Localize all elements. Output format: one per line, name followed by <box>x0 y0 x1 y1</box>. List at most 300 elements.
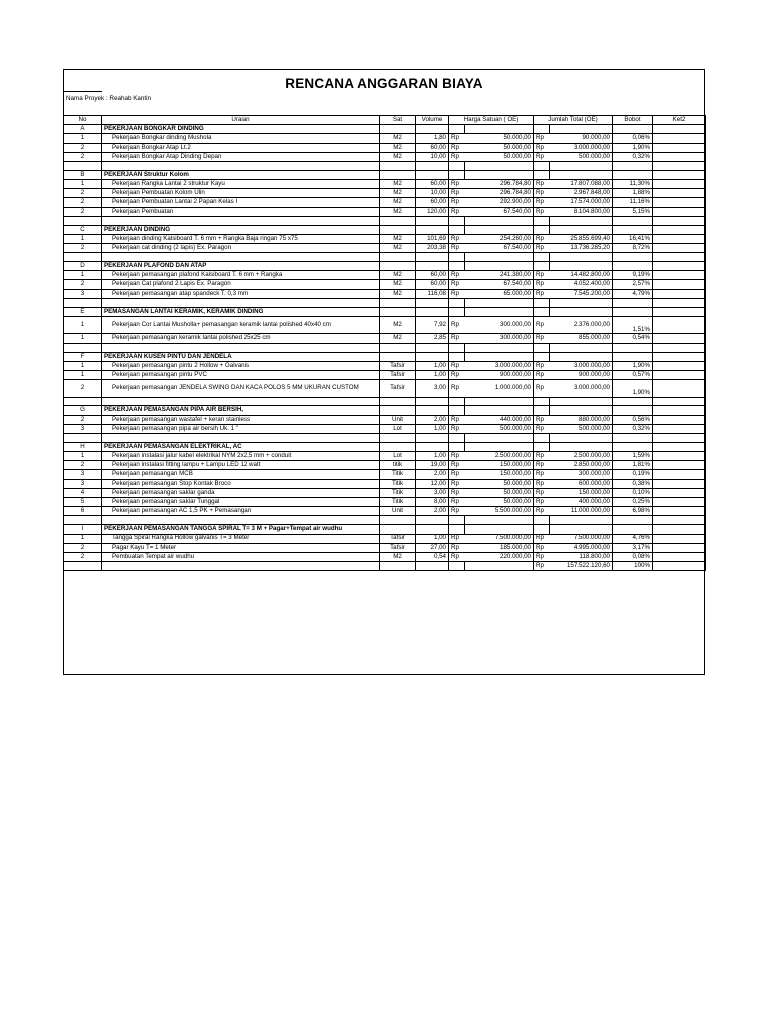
unit-price: 2.500.000,00 <box>465 452 534 461</box>
item-description-text: Pekerjaan Bongkar dinding Mushola <box>112 134 212 142</box>
item-ket2 <box>653 543 706 552</box>
empty-cell <box>380 307 416 316</box>
empty-cell <box>534 434 550 443</box>
total-price: 855.000,00 <box>550 334 613 343</box>
empty-cell <box>465 516 534 525</box>
item-no: 1 <box>64 334 102 343</box>
item-description <box>102 552 380 561</box>
total-currency: Rp <box>534 152 550 161</box>
item-description <box>102 452 380 461</box>
empty-cell <box>653 125 706 134</box>
empty-cell <box>465 307 534 316</box>
empty-cell <box>550 516 613 525</box>
item-volume: 60,00 <box>416 198 449 207</box>
empty-cell <box>449 434 465 443</box>
item-bobot: 5,15% <box>613 207 653 216</box>
empty-cell <box>465 298 534 307</box>
item-unit: M2 <box>380 198 416 207</box>
total-price: 7.500.000,00 <box>550 534 613 543</box>
empty-cell <box>550 307 613 316</box>
item-bobot: 1,51% <box>613 316 653 334</box>
item-no: 2 <box>64 380 102 398</box>
empty-cell <box>653 307 706 316</box>
item-unit: M2 <box>380 289 416 298</box>
empty-cell <box>550 161 613 170</box>
unit-price-currency: Rp <box>449 280 465 289</box>
blank-row <box>64 516 706 525</box>
section-row <box>64 170 706 179</box>
empty-cell <box>534 262 550 271</box>
item-ket2 <box>653 180 706 189</box>
total-currency: Rp <box>534 361 550 370</box>
unit-price-currency: Rp <box>449 134 465 143</box>
empty-cell <box>550 352 613 361</box>
item-description <box>102 424 380 433</box>
item-description-text: Pekerjaan Pembuatan Lantai 2 Papan Kelas I <box>112 198 238 206</box>
empty-cell <box>465 216 534 225</box>
unit-price: 500.000,00 <box>465 424 534 433</box>
item-ket2 <box>653 452 706 461</box>
item-ket2 <box>653 207 706 216</box>
item-bobot: 0,54% <box>613 334 653 343</box>
empty-cell <box>64 161 102 170</box>
total-price: 7.545.200,00 <box>550 289 613 298</box>
unit-price-currency: Rp <box>449 507 465 516</box>
empty-cell <box>416 253 449 262</box>
unit-price: 50.000,00 <box>465 498 534 507</box>
unit-price-currency: Rp <box>449 271 465 280</box>
total-currency: Rp <box>534 334 550 343</box>
unit-price-currency: Rp <box>449 289 465 298</box>
empty-cell <box>465 525 534 534</box>
total-currency: Rp <box>534 507 550 516</box>
empty-cell <box>449 262 465 271</box>
item-ket2 <box>653 507 706 516</box>
item-description-text: Pekerjaan cat dinding (2 lapis) Ex. Paragon <box>112 244 232 252</box>
total-price: 25.855.699,40 <box>550 234 613 243</box>
empty-cell <box>653 253 706 262</box>
item-description-text: Pekerjaan Cat plafond 2 Lapis Ex. Paragon <box>112 280 231 288</box>
total-currency: Rp <box>534 543 550 552</box>
empty-cell <box>613 442 653 451</box>
empty-cell <box>102 343 380 352</box>
item-volume: 8,00 <box>416 498 449 507</box>
total-currency: Rp <box>534 552 550 561</box>
empty-cell <box>380 253 416 262</box>
item-ket2 <box>653 152 706 161</box>
item-bobot: 1,88% <box>613 189 653 198</box>
unit-price-currency: Rp <box>449 234 465 243</box>
table-row <box>64 543 706 552</box>
item-description-text: Tangga Spiral Rangka Hollow galvanis T= 3 Meter <box>112 534 250 542</box>
total-currency: Rp <box>534 479 550 488</box>
item-description <box>102 189 380 198</box>
item-bobot: 0,08% <box>613 552 653 561</box>
item-no: 2 <box>64 198 102 207</box>
empty-cell <box>465 343 534 352</box>
unit-price: 65.000,00 <box>465 289 534 298</box>
item-unit: M2 <box>380 280 416 289</box>
section-code: D <box>64 262 102 271</box>
item-volume: 116,08 <box>416 289 449 298</box>
item-bobot: 9,19% <box>613 271 653 280</box>
unit-price: 67.540,00 <box>465 280 534 289</box>
item-bobot: 0,32% <box>613 424 653 433</box>
empty-cell <box>550 343 613 352</box>
empty-cell <box>64 516 102 525</box>
unit-price-currency: Rp <box>449 543 465 552</box>
item-description-text: Pekerjaan pemasangan MCB <box>112 470 193 478</box>
unit-price-currency: Rp <box>449 152 465 161</box>
item-no: 3 <box>64 479 102 488</box>
item-ket2 <box>653 361 706 370</box>
section-title: PEKERJAAN PEMASANGAN ELEKTRIKAL, AC <box>102 442 380 451</box>
total-price: 11.000.000,00 <box>550 507 613 516</box>
item-unit: M2 <box>380 152 416 161</box>
item-description <box>102 271 380 280</box>
item-bobot: 1,90% <box>613 361 653 370</box>
table-row <box>64 488 706 497</box>
item-ket2 <box>653 370 706 379</box>
total-currency: Rp <box>534 180 550 189</box>
empty-cell <box>380 343 416 352</box>
empty-cell <box>380 216 416 225</box>
empty-cell <box>64 343 102 352</box>
item-volume: 1,00 <box>416 361 449 370</box>
empty-cell <box>534 516 550 525</box>
total-price: 2.850.000,00 <box>550 461 613 470</box>
empty-cell <box>416 406 449 415</box>
item-no: 1 <box>64 370 102 379</box>
empty-cell <box>653 216 706 225</box>
header-uraian: Uraian <box>102 116 380 125</box>
table-row <box>64 498 706 507</box>
item-ket2 <box>653 244 706 253</box>
empty-cell <box>64 397 102 406</box>
item-volume: 27,00 <box>416 543 449 552</box>
empty-cell <box>613 298 653 307</box>
item-no: 1 <box>64 361 102 370</box>
unit-price-currency: Rp <box>449 479 465 488</box>
item-description <box>102 479 380 488</box>
project-rule <box>64 91 102 92</box>
unit-price-currency: Rp <box>449 316 465 334</box>
item-description-text: Pekerjaan pemasangan Stop Kontak Broco <box>112 479 231 487</box>
empty-cell <box>613 253 653 262</box>
item-description <box>102 180 380 189</box>
total-currency: Rp <box>534 415 550 424</box>
item-description-text: Pembuatan Tempat air wudhu <box>112 552 195 560</box>
empty-cell <box>465 161 534 170</box>
empty-cell <box>534 525 550 534</box>
item-volume: 2,00 <box>416 470 449 479</box>
item-no: 3 <box>64 289 102 298</box>
empty-cell <box>102 253 380 262</box>
item-bobot: 16,41% <box>613 234 653 243</box>
blank-row <box>64 253 706 262</box>
empty-cell <box>449 397 465 406</box>
unit-price-currency: Rp <box>449 207 465 216</box>
empty-cell <box>653 434 706 443</box>
empty-cell <box>550 170 613 179</box>
section-title: PEMASANGAN LANTAI KERAMIK, KERAMIK DINDING <box>102 307 380 316</box>
item-unit: M2 <box>380 207 416 216</box>
item-ket2 <box>653 198 706 207</box>
item-ket2 <box>653 424 706 433</box>
empty-cell <box>449 225 465 234</box>
empty-cell <box>653 298 706 307</box>
empty-cell <box>534 225 550 234</box>
unit-price: 50.000,00 <box>465 143 534 152</box>
item-description-text: Pekerjaan pemasangan saklar Tunggal <box>112 498 220 506</box>
empty-cell <box>380 170 416 179</box>
section-title: PEKERJAAN DINDING <box>102 225 380 234</box>
table-row <box>64 415 706 424</box>
empty-cell <box>550 434 613 443</box>
unit-price: 300.000,00 <box>465 334 534 343</box>
item-description-text: Pekerjaan pemasangan JENDELA SWING DAN KACA POLOS 5 MM UKURAN CUSTOM <box>112 384 359 392</box>
total-price: 3.000.000,00 <box>550 380 613 398</box>
total-currency: Rp <box>534 234 550 243</box>
empty-cell <box>465 434 534 443</box>
item-bobot: 1,81% <box>613 461 653 470</box>
total-currency: Rp <box>534 534 550 543</box>
section-code: A <box>64 125 102 134</box>
section-code: I <box>64 525 102 534</box>
table-row <box>64 234 706 243</box>
item-no: 3 <box>64 470 102 479</box>
total-currency: Rp <box>534 134 550 143</box>
empty-cell <box>416 262 449 271</box>
empty-cell <box>613 343 653 352</box>
unit-price: 1.000.000,00 <box>465 380 534 398</box>
item-unit: M2 <box>380 244 416 253</box>
item-description-text: Pekerjaan pemasangan plafond Kalsiboard T. 6 mm + Rangka <box>112 271 283 279</box>
item-ket2 <box>653 280 706 289</box>
section-row <box>64 525 706 534</box>
item-description <box>102 143 380 152</box>
item-unit: Titik <box>380 470 416 479</box>
item-unit: Titik <box>380 479 416 488</box>
empty-cell <box>449 442 465 451</box>
empty-cell <box>380 525 416 534</box>
empty-cell <box>465 406 534 415</box>
total-currency: Rp <box>534 562 550 571</box>
empty-cell <box>613 225 653 234</box>
section-row <box>64 225 706 234</box>
total-currency: Rp <box>534 470 550 479</box>
unit-price-currency: Rp <box>449 424 465 433</box>
empty-cell <box>416 562 449 571</box>
unit-price-currency: Rp <box>449 461 465 470</box>
item-volume: 2,85 <box>416 334 449 343</box>
unit-price: 50.000,00 <box>465 134 534 143</box>
empty-cell <box>653 562 706 571</box>
item-volume: 7,92 <box>416 316 449 334</box>
item-unit: M2 <box>380 552 416 561</box>
empty-cell <box>416 442 449 451</box>
header-bobot: Bobot <box>613 116 653 125</box>
empty-cell <box>653 442 706 451</box>
total-currency: Rp <box>534 289 550 298</box>
table-row <box>64 143 706 152</box>
empty-cell <box>416 525 449 534</box>
unit-price: 440.000,00 <box>465 415 534 424</box>
header-jumlah-total: Jumlah Total (OE) <box>534 116 613 125</box>
empty-cell <box>550 262 613 271</box>
total-price: 90.000,00 <box>550 134 613 143</box>
item-no: 1 <box>64 452 102 461</box>
item-description <box>102 370 380 379</box>
table-row <box>64 507 706 516</box>
table-row <box>64 271 706 280</box>
item-description-text: Pekerjaan pemasangan AC 1,5 PK + Pemasangan <box>112 507 252 515</box>
item-description <box>102 534 380 543</box>
blank-row <box>64 298 706 307</box>
item-ket2 <box>653 289 706 298</box>
section-row <box>64 307 706 316</box>
unit-price: 67.540,00 <box>465 207 534 216</box>
item-volume: 3,00 <box>416 380 449 398</box>
item-description <box>102 334 380 343</box>
item-description <box>102 507 380 516</box>
item-ket2 <box>653 380 706 398</box>
empty-cell <box>416 516 449 525</box>
table-row <box>64 189 706 198</box>
unit-price-currency: Rp <box>449 552 465 561</box>
section-row <box>64 352 706 361</box>
item-volume: 60,00 <box>416 143 449 152</box>
total-price: 150.000,00 <box>550 488 613 497</box>
item-volume: 10,00 <box>416 189 449 198</box>
item-unit: M2 <box>380 143 416 152</box>
unit-price-currency: Rp <box>449 143 465 152</box>
item-description <box>102 415 380 424</box>
total-row <box>64 562 706 571</box>
empty-cell <box>534 170 550 179</box>
section-code: H <box>64 442 102 451</box>
header-ket2: Ket2 <box>653 116 706 125</box>
item-volume: 3,00 <box>416 488 449 497</box>
item-description-text: Pekerjaan Pembuatan <box>112 207 174 215</box>
unit-price: 300.000,00 <box>465 316 534 334</box>
empty-cell <box>380 562 416 571</box>
empty-cell <box>380 406 416 415</box>
empty-cell <box>64 216 102 225</box>
total-price: 4.995.000,00 <box>550 543 613 552</box>
table-row <box>64 334 706 343</box>
empty-cell <box>102 434 380 443</box>
blank-row <box>64 161 706 170</box>
empty-cell <box>534 125 550 134</box>
empty-cell <box>534 343 550 352</box>
empty-cell <box>380 161 416 170</box>
item-ket2 <box>653 134 706 143</box>
empty-cell <box>449 253 465 262</box>
unit-price: 241.380,00 <box>465 271 534 280</box>
total-currency: Rp <box>534 280 550 289</box>
empty-cell <box>653 516 706 525</box>
section-title: PEKERJAAN KUSEN PINTU DAN JENDELA <box>102 352 380 361</box>
empty-cell <box>465 225 534 234</box>
budget-table-body <box>64 116 706 571</box>
item-bobot: 3,17% <box>613 543 653 552</box>
item-ket2 <box>653 498 706 507</box>
empty-cell <box>380 225 416 234</box>
item-bobot: 0,38% <box>613 479 653 488</box>
empty-cell <box>613 125 653 134</box>
item-description-text: Pekerjaan pemasangan wastafel + keran stainless <box>112 415 251 423</box>
item-description <box>102 488 380 497</box>
empty-cell <box>449 406 465 415</box>
item-volume: 120,00 <box>416 207 449 216</box>
table-row <box>64 452 706 461</box>
empty-cell <box>465 253 534 262</box>
blank-row <box>64 343 706 352</box>
unit-price-currency: Rp <box>449 334 465 343</box>
item-bobot: 0,56% <box>613 415 653 424</box>
total-currency: Rp <box>534 198 550 207</box>
total-price: 900.000,00 <box>550 370 613 379</box>
empty-cell <box>449 216 465 225</box>
item-unit: Lot <box>380 452 416 461</box>
table-row <box>64 152 706 161</box>
item-volume: 12,00 <box>416 479 449 488</box>
unit-price-currency: Rp <box>449 244 465 253</box>
header-volume: Volume <box>416 116 449 125</box>
empty-cell <box>449 562 465 571</box>
table-row <box>64 461 706 470</box>
empty-cell <box>534 397 550 406</box>
item-no: 2 <box>64 280 102 289</box>
total-price: 300.000,00 <box>550 470 613 479</box>
unit-price-currency: Rp <box>449 534 465 543</box>
item-volume: 0,54 <box>416 552 449 561</box>
section-row <box>64 262 706 271</box>
unit-price: 296.784,80 <box>465 180 534 189</box>
project-name: Nama Proyek : Reahab Kantin <box>66 95 152 102</box>
section-title: PEKERJAAN Struktur Kolom <box>102 170 380 179</box>
empty-cell <box>449 170 465 179</box>
table-row <box>64 470 706 479</box>
empty-cell <box>534 352 550 361</box>
unit-price-currency: Rp <box>449 370 465 379</box>
item-unit: M2 <box>380 180 416 189</box>
item-description-text: Pekerjaan instalasi jalur kabel elektrikal NYM 2x2,5 mm + conduit <box>112 452 292 460</box>
total-price: 600.000,00 <box>550 479 613 488</box>
section-code: E <box>64 307 102 316</box>
empty-cell <box>449 161 465 170</box>
empty-cell <box>449 125 465 134</box>
total-currency: Rp <box>534 244 550 253</box>
unit-price: 50.000,00 <box>465 488 534 497</box>
table-row <box>64 316 706 334</box>
total-price: 400.000,00 <box>550 498 613 507</box>
empty-cell <box>380 516 416 525</box>
section-row <box>64 406 706 415</box>
item-no: 2 <box>64 244 102 253</box>
empty-cell <box>613 262 653 271</box>
empty-cell <box>380 352 416 361</box>
section-title: PEKERJAAN BONGKAR DINDING <box>102 125 380 134</box>
empty-cell <box>653 406 706 415</box>
table-row <box>64 134 706 143</box>
item-description <box>102 134 380 143</box>
unit-price: 254.260,00 <box>465 234 534 243</box>
unit-price: 220.000,00 <box>465 552 534 561</box>
total-currency: Rp <box>534 189 550 198</box>
item-volume: 1,00 <box>416 424 449 433</box>
